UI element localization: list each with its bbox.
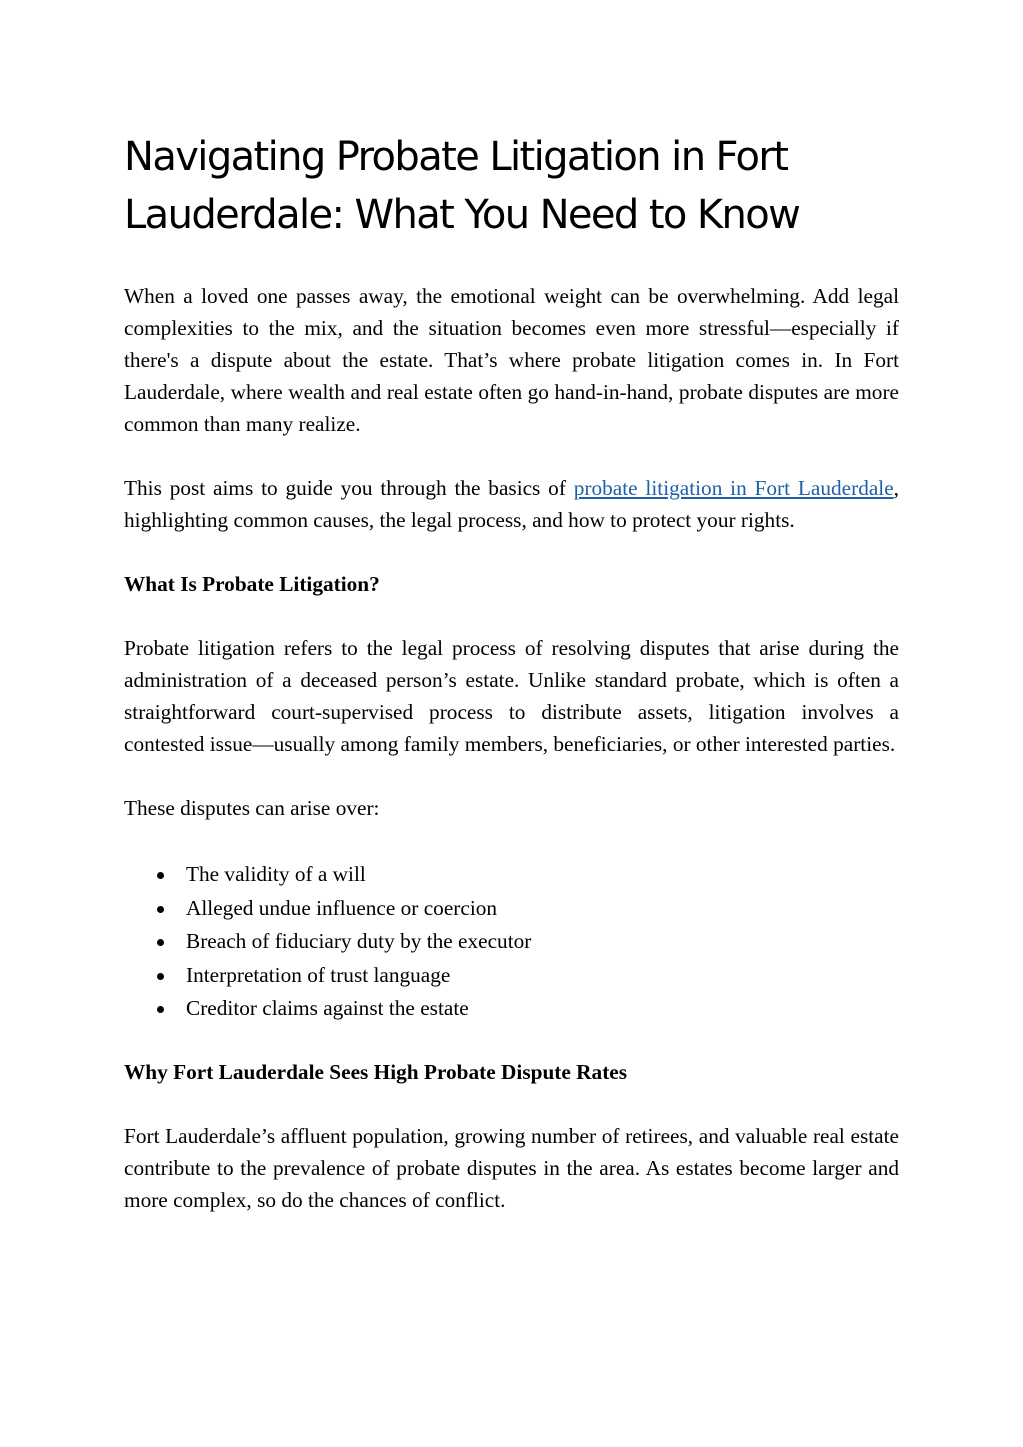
list-item-text: Alleged undue influence or coercion bbox=[186, 895, 498, 920]
fort-lauderdale-paragraph: Fort Lauderdale’s affluent population, growing number of retirees, and valuable real estate contribute to the prevalence of probate disputes in the area. As estates become larger and more complex, so do the chances of conflict. bbox=[124, 1123, 899, 1212]
list-item-text: The validity of a will bbox=[186, 862, 366, 886]
intro-paragraph: When a loved one passes away, the emotional weight can be overwhelming. Add legal complexities to the mix, and the situation becomes even more stressful—especially if there's a dispute about the estate. That’s where probate litigation comes in. In Fort Lauderdale, where wealth and real estate often go hand-in-hand, probate disputes are more common than many realize. bbox=[124, 284, 899, 436]
title-line-2: Lauderdale: What You Need to Know bbox=[124, 192, 800, 238]
section-heading-what-is-probate-litigation: What Is Probate Litigation? bbox=[124, 572, 380, 596]
list-item bbox=[124, 858, 899, 892]
list-item bbox=[124, 959, 899, 993]
title-line-1: Navigating Probate Litigation in Fort bbox=[124, 134, 788, 180]
bullet-icon bbox=[157, 1006, 164, 1013]
document-title bbox=[124, 128, 899, 244]
list-item-text: Breach of fiduciary duty by the executor bbox=[186, 929, 532, 953]
disputes-intro: These disputes can arise over: bbox=[124, 796, 380, 820]
probate-definition-paragraph: Probate litigation refers to the legal process of resolving disputes that arise during the administration of a deceased person’s estate. Unlike standard probate, which is often a straightforward court-supervised process to distribute assets, litigation involves a contested issue—usually among family members, beneficiaries, or other interested parties. bbox=[124, 636, 899, 756]
guide-text-after-link: , highlighting common causes, the legal process, and how to protect your rights. bbox=[124, 476, 899, 532]
guide-text-before-link: This post aims to guide you through the basics of bbox=[124, 476, 574, 500]
list-item bbox=[124, 892, 899, 926]
bullet-icon bbox=[157, 939, 164, 946]
bullet-icon bbox=[157, 906, 164, 913]
bullet-icon bbox=[157, 872, 164, 879]
probate-litigation-link[interactable]: probate litigation in Fort Lauderdale bbox=[573, 476, 894, 500]
document-page bbox=[124, 128, 899, 1216]
list-item-text: Interpretation of trust language bbox=[186, 962, 451, 987]
list-item-text: Creditor claims against the estate bbox=[186, 996, 469, 1020]
list-item bbox=[124, 992, 899, 1026]
guide-paragraph bbox=[124, 472, 899, 536]
bullet-icon bbox=[157, 973, 164, 980]
section-heading-why-fort-lauderdale: Why Fort Lauderdale Sees High Probate Dispute Rates bbox=[124, 1059, 628, 1084]
disputes-list bbox=[124, 858, 899, 1026]
list-item bbox=[124, 925, 899, 959]
